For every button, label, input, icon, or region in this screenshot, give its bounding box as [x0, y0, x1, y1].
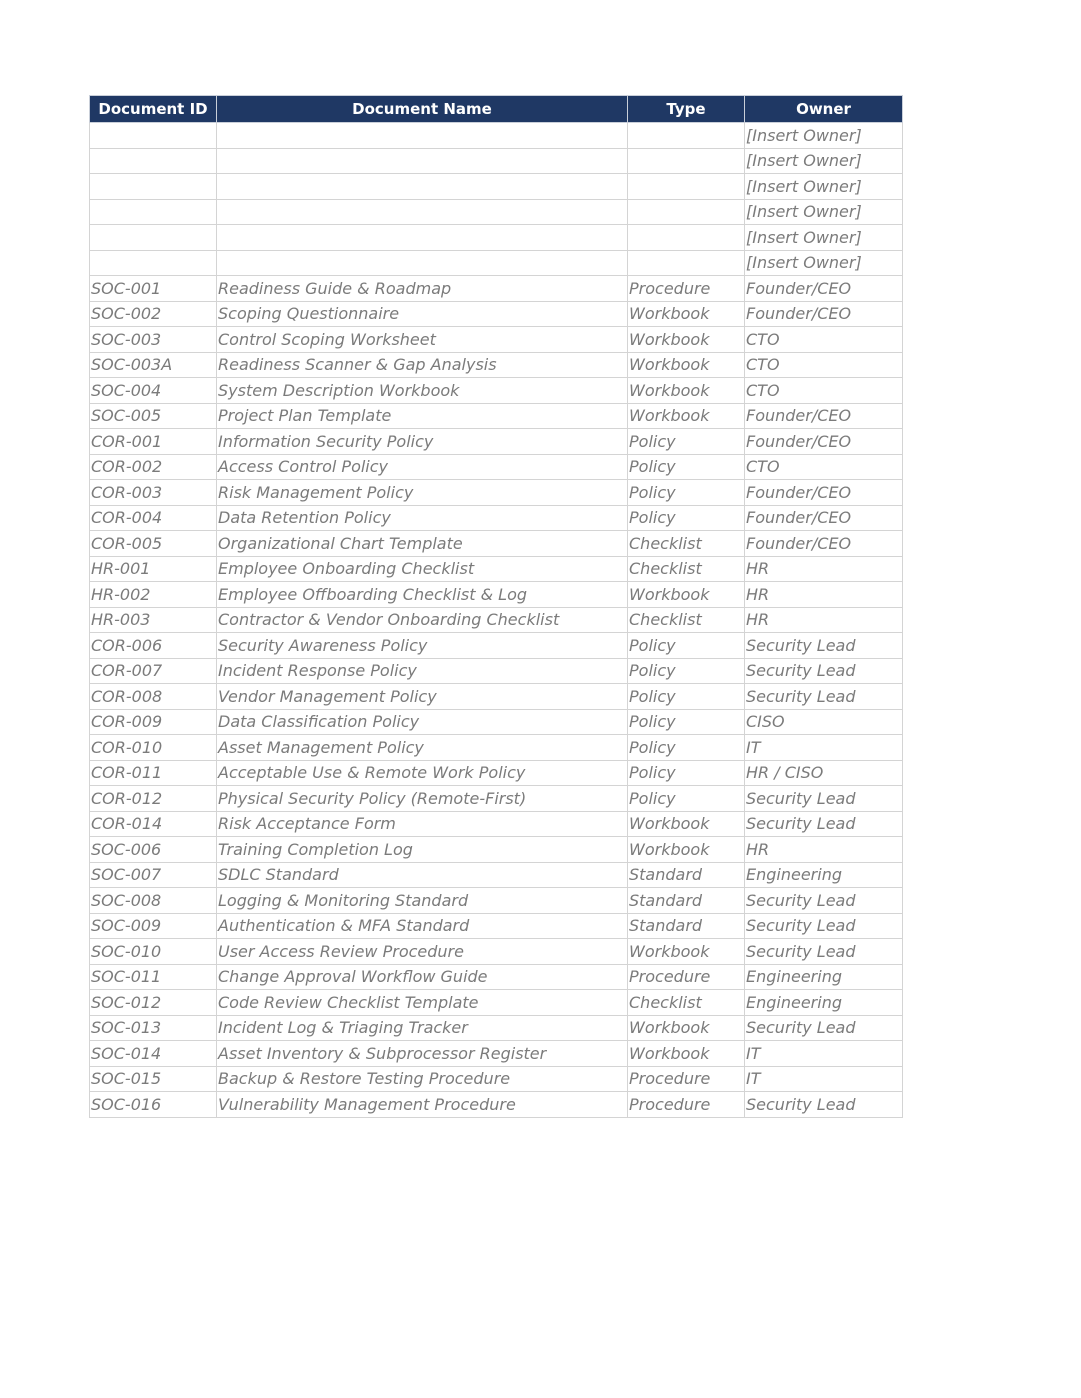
cell-document-name[interactable]: Project Plan Template [217, 403, 628, 429]
cell-document-id[interactable]: COR-012 [90, 786, 217, 812]
cell-type[interactable]: Policy [628, 760, 745, 786]
table-row [90, 250, 903, 276]
cell-document-name[interactable] [217, 199, 628, 225]
table-row [90, 862, 903, 888]
table-row [90, 352, 903, 378]
cell-document-id[interactable]: HR-001 [90, 556, 217, 582]
cell-owner[interactable]: HR / CISO [745, 760, 903, 786]
cell-document-id[interactable]: COR-004 [90, 505, 217, 531]
cell-type[interactable] [628, 148, 745, 174]
cell-document-name[interactable]: Employee Onboarding Checklist [217, 556, 628, 582]
cell-document-name[interactable]: Logging & Monitoring Standard [217, 888, 628, 914]
table-row [90, 403, 903, 429]
cell-type[interactable]: Checklist [628, 556, 745, 582]
cell-owner[interactable]: Founder/CEO [745, 480, 903, 506]
cell-document-name[interactable]: Physical Security Policy (Remote-First) [217, 786, 628, 812]
table-row [90, 786, 903, 812]
cell-owner[interactable]: Engineering [745, 964, 903, 990]
cell-owner[interactable]: IT [745, 735, 903, 761]
cell-type[interactable]: Policy [628, 684, 745, 710]
cell-type[interactable]: Standard [628, 913, 745, 939]
cell-document-name[interactable]: Data Classification Policy [217, 709, 628, 735]
cell-type[interactable] [628, 174, 745, 200]
cell-document-name[interactable]: Training Completion Log [217, 837, 628, 863]
cell-document-name[interactable]: Incident Log & Triaging Tracker [217, 1015, 628, 1041]
cell-type[interactable]: Procedure [628, 1092, 745, 1118]
table-row [90, 1092, 903, 1118]
cell-owner[interactable]: Founder/CEO [745, 531, 903, 557]
cell-type[interactable]: Workbook [628, 837, 745, 863]
cell-document-id[interactable]: SOC-004 [90, 378, 217, 404]
table-row [90, 378, 903, 404]
cell-document-name[interactable]: Organizational Chart Template [217, 531, 628, 557]
table-row [90, 913, 903, 939]
cell-owner[interactable]: [Insert Owner] [745, 199, 903, 225]
table-row [90, 684, 903, 710]
cell-document-name[interactable]: Information Security Policy [217, 429, 628, 455]
table-row [90, 480, 903, 506]
cell-document-id[interactable]: COR-011 [90, 760, 217, 786]
table-row [90, 888, 903, 914]
cell-owner[interactable]: [Insert Owner] [745, 174, 903, 200]
cell-owner[interactable]: Engineering [745, 862, 903, 888]
cell-document-name[interactable] [217, 148, 628, 174]
cell-owner[interactable]: HR [745, 837, 903, 863]
cell-document-name[interactable]: Readiness Scanner & Gap Analysis [217, 352, 628, 378]
table-header [90, 96, 903, 123]
cell-owner[interactable]: Security Lead [745, 888, 903, 914]
cell-document-name[interactable]: Employee Offboarding Checklist & Log [217, 582, 628, 608]
cell-document-name[interactable]: Code Review Checklist Template [217, 990, 628, 1016]
table-row [90, 837, 903, 863]
cell-owner[interactable]: [Insert Owner] [745, 148, 903, 174]
table-row [90, 1041, 903, 1067]
cell-document-name[interactable] [217, 174, 628, 200]
cell-type[interactable]: Policy [628, 505, 745, 531]
cell-document-id[interactable]: COR-006 [90, 633, 217, 659]
cell-document-id[interactable] [90, 123, 217, 149]
cell-document-name[interactable]: Vulnerability Management Procedure [217, 1092, 628, 1118]
table-row [90, 123, 903, 149]
cell-type[interactable]: Standard [628, 862, 745, 888]
cell-type[interactable]: Policy [628, 480, 745, 506]
table-row [90, 429, 903, 455]
cell-document-name[interactable]: Readiness Guide & Roadmap [217, 276, 628, 302]
cell-type[interactable]: Workbook [628, 1015, 745, 1041]
table-row [90, 964, 903, 990]
cell-owner[interactable]: Security Lead [745, 1015, 903, 1041]
cell-document-id[interactable]: COR-007 [90, 658, 217, 684]
table-row [90, 505, 903, 531]
cell-document-name[interactable]: Asset Inventory & Subprocessor Register [217, 1041, 628, 1067]
cell-document-id[interactable]: COR-010 [90, 735, 217, 761]
cell-document-name[interactable]: Contractor & Vendor Onboarding Checklist [217, 607, 628, 633]
cell-owner[interactable]: Security Lead [745, 913, 903, 939]
cell-owner[interactable]: Founder/CEO [745, 429, 903, 455]
cell-type[interactable]: Standard [628, 888, 745, 914]
cell-type[interactable]: Workbook [628, 1041, 745, 1067]
cell-document-id[interactable]: HR-003 [90, 607, 217, 633]
column-header-document-id[interactable]: Document ID [90, 96, 217, 123]
cell-type[interactable]: Policy [628, 786, 745, 812]
cell-type[interactable] [628, 123, 745, 149]
cell-document-name[interactable] [217, 123, 628, 149]
cell-owner[interactable]: Security Lead [745, 633, 903, 659]
column-header-document-name[interactable]: Document Name [217, 96, 628, 123]
table-row [90, 531, 903, 557]
document-register-table [89, 95, 903, 1118]
cell-type[interactable]: Workbook [628, 301, 745, 327]
table-row [90, 148, 903, 174]
cell-owner[interactable]: Engineering [745, 990, 903, 1016]
table-row [90, 174, 903, 200]
cell-type[interactable]: Policy [628, 454, 745, 480]
cell-type[interactable]: Workbook [628, 939, 745, 965]
cell-type[interactable]: Policy [628, 709, 745, 735]
cell-document-id[interactable]: SOC-003 [90, 327, 217, 353]
cell-owner[interactable]: HR [745, 607, 903, 633]
cell-document-name[interactable]: Access Control Policy [217, 454, 628, 480]
cell-document-name[interactable]: User Access Review Procedure [217, 939, 628, 965]
cell-document-name[interactable]: Risk Acceptance Form [217, 811, 628, 837]
cell-document-name[interactable]: Asset Management Policy [217, 735, 628, 761]
cell-document-id[interactable] [90, 250, 217, 276]
cell-type[interactable]: Checklist [628, 990, 745, 1016]
cell-document-name[interactable]: Vendor Management Policy [217, 684, 628, 710]
column-header-owner[interactable]: Owner [745, 96, 903, 123]
table-body [90, 123, 903, 1118]
cell-type[interactable]: Checklist [628, 607, 745, 633]
header-row [90, 96, 903, 123]
cell-document-id[interactable]: SOC-011 [90, 964, 217, 990]
cell-owner[interactable]: HR [745, 582, 903, 608]
cell-document-id[interactable] [90, 225, 217, 251]
table-row [90, 301, 903, 327]
cell-type[interactable]: Workbook [628, 403, 745, 429]
cell-owner[interactable]: IT [745, 1041, 903, 1067]
cell-document-id[interactable]: COR-005 [90, 531, 217, 557]
cell-document-id[interactable]: COR-002 [90, 454, 217, 480]
table-row [90, 199, 903, 225]
table-row [90, 709, 903, 735]
table-row [90, 327, 903, 353]
cell-type[interactable]: Workbook [628, 378, 745, 404]
cell-type[interactable] [628, 250, 745, 276]
cell-owner[interactable]: Founder/CEO [745, 403, 903, 429]
cell-document-id[interactable]: COR-003 [90, 480, 217, 506]
table-row [90, 990, 903, 1016]
cell-owner[interactable]: [Insert Owner] [745, 250, 903, 276]
table-row [90, 1015, 903, 1041]
cell-document-id[interactable] [90, 199, 217, 225]
cell-document-id[interactable]: SOC-015 [90, 1066, 217, 1092]
column-header-type[interactable]: Type [628, 96, 745, 123]
cell-document-id[interactable]: COR-009 [90, 709, 217, 735]
cell-owner[interactable]: CISO [745, 709, 903, 735]
cell-document-id[interactable]: COR-001 [90, 429, 217, 455]
table-row [90, 811, 903, 837]
cell-document-name[interactable]: Scoping Questionnaire [217, 301, 628, 327]
table-row [90, 582, 903, 608]
cell-owner[interactable]: CTO [745, 378, 903, 404]
cell-document-name[interactable]: Security Awareness Policy [217, 633, 628, 659]
cell-owner[interactable]: Security Lead [745, 939, 903, 965]
cell-document-id[interactable]: SOC-010 [90, 939, 217, 965]
cell-document-id[interactable] [90, 174, 217, 200]
cell-document-id[interactable]: HR-002 [90, 582, 217, 608]
cell-type[interactable]: Policy [628, 633, 745, 659]
cell-type[interactable]: Policy [628, 735, 745, 761]
cell-document-name[interactable]: Authentication & MFA Standard [217, 913, 628, 939]
cell-owner[interactable]: IT [745, 1066, 903, 1092]
cell-owner[interactable]: Founder/CEO [745, 505, 903, 531]
cell-document-id[interactable]: SOC-005 [90, 403, 217, 429]
cell-document-id[interactable]: SOC-009 [90, 913, 217, 939]
cell-type[interactable]: Procedure [628, 1066, 745, 1092]
cell-type[interactable]: Policy [628, 658, 745, 684]
cell-owner[interactable]: [Insert Owner] [745, 123, 903, 149]
cell-document-name[interactable] [217, 250, 628, 276]
cell-owner[interactable]: Security Lead [745, 786, 903, 812]
table-row [90, 735, 903, 761]
cell-type[interactable]: Workbook [628, 582, 745, 608]
cell-document-name[interactable]: Acceptable Use & Remote Work Policy [217, 760, 628, 786]
cell-owner[interactable]: HR [745, 556, 903, 582]
cell-owner[interactable]: Security Lead [745, 1092, 903, 1118]
cell-type[interactable] [628, 199, 745, 225]
cell-owner[interactable]: CTO [745, 352, 903, 378]
cell-document-id[interactable]: SOC-001 [90, 276, 217, 302]
cell-document-id[interactable]: SOC-014 [90, 1041, 217, 1067]
cell-owner[interactable]: Founder/CEO [745, 276, 903, 302]
table-row [90, 454, 903, 480]
cell-type[interactable]: Procedure [628, 276, 745, 302]
table-row [90, 658, 903, 684]
cell-owner[interactable]: [Insert Owner] [745, 225, 903, 251]
cell-type[interactable]: Checklist [628, 531, 745, 557]
table-row [90, 633, 903, 659]
cell-type[interactable]: Workbook [628, 327, 745, 353]
cell-document-id[interactable]: SOC-012 [90, 990, 217, 1016]
table-row [90, 760, 903, 786]
cell-type[interactable] [628, 225, 745, 251]
cell-document-id[interactable]: COR-008 [90, 684, 217, 710]
table-row [90, 556, 903, 582]
cell-document-name[interactable]: Incident Response Policy [217, 658, 628, 684]
table-row [90, 939, 903, 965]
cell-document-id[interactable]: SOC-007 [90, 862, 217, 888]
cell-owner[interactable]: Founder/CEO [745, 301, 903, 327]
table-row [90, 607, 903, 633]
cell-type[interactable]: Workbook [628, 811, 745, 837]
cell-document-id[interactable]: SOC-002 [90, 301, 217, 327]
cell-document-id[interactable]: SOC-006 [90, 837, 217, 863]
table-row [90, 1066, 903, 1092]
cell-document-name[interactable]: Data Retention Policy [217, 505, 628, 531]
cell-document-name[interactable]: SDLC Standard [217, 862, 628, 888]
cell-document-name[interactable]: System Description Workbook [217, 378, 628, 404]
cell-document-name[interactable]: Change Approval Workflow Guide [217, 964, 628, 990]
cell-document-name[interactable]: Control Scoping Worksheet [217, 327, 628, 353]
cell-type[interactable]: Procedure [628, 964, 745, 990]
cell-owner[interactable]: Security Lead [745, 684, 903, 710]
cell-document-id[interactable]: SOC-008 [90, 888, 217, 914]
cell-type[interactable]: Policy [628, 429, 745, 455]
cell-owner[interactable]: CTO [745, 327, 903, 353]
cell-document-id[interactable]: SOC-003A [90, 352, 217, 378]
cell-document-id[interactable]: SOC-016 [90, 1092, 217, 1118]
cell-document-id[interactable]: SOC-013 [90, 1015, 217, 1041]
cell-owner[interactable]: Security Lead [745, 811, 903, 837]
cell-owner[interactable]: Security Lead [745, 658, 903, 684]
cell-document-name[interactable] [217, 225, 628, 251]
cell-document-name[interactable]: Risk Management Policy [217, 480, 628, 506]
cell-type[interactable]: Workbook [628, 352, 745, 378]
table-row [90, 276, 903, 302]
cell-owner[interactable]: CTO [745, 454, 903, 480]
cell-document-id[interactable] [90, 148, 217, 174]
cell-document-id[interactable]: COR-014 [90, 811, 217, 837]
table-row [90, 225, 903, 251]
cell-document-name[interactable]: Backup & Restore Testing Procedure [217, 1066, 628, 1092]
